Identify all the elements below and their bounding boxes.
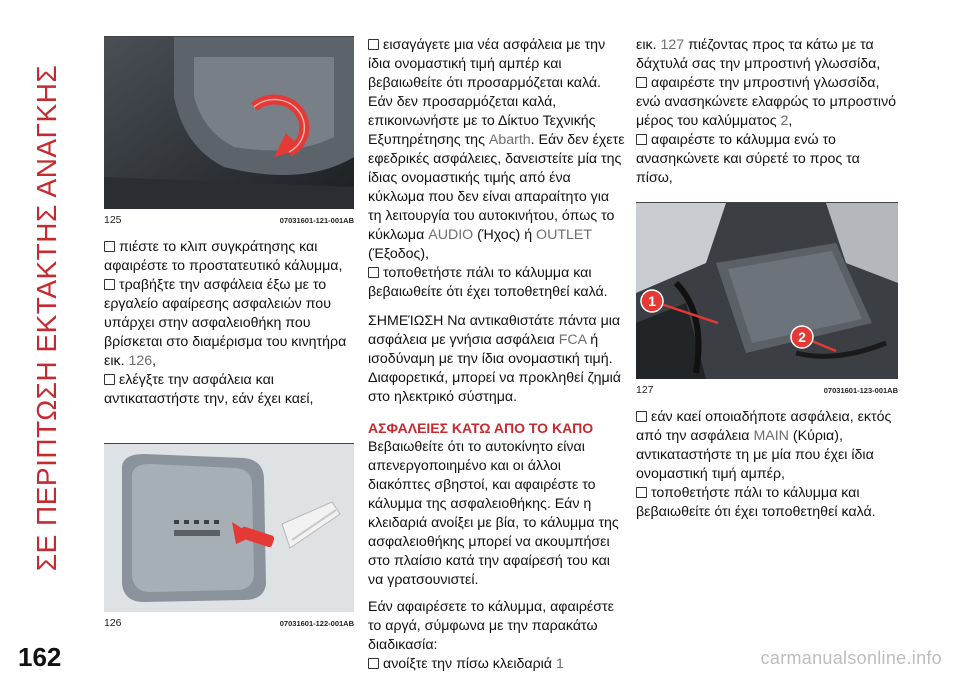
warning-text: Βεβαιωθείτε ότι το αυτοκίνητο είναι απενεργοποιημένο και οι άλλοι διακόπτες σβηστοί, και αφαιρέστε το κάλυμμα της ασφαλειοθήκης. Εάν η κλειδαριά ανοίξει με βία, το κάλυμμα της ασφαλειοθήκης μπορεί να ακουμπήσει στο πλαίσιο κατά την αφαίρεσή του και να γρατσουνιστεί. xyxy=(368,439,619,588)
column-2 xyxy=(368,36,626,674)
brand-name: Abarth xyxy=(488,132,531,148)
checkbox-bullet-icon xyxy=(368,658,379,669)
figure-125 xyxy=(104,36,354,230)
callout-reference: 1 xyxy=(555,656,564,672)
note-text: ή ισοδύναμη με την ίδια ονομαστική τιμή. Διαφορετικά, μπορεί να προκληθεί ζημιά στο ηλεκτρικό σύστημα. xyxy=(368,332,622,405)
figure-code: 07031601-121-001AB xyxy=(279,216,354,225)
watermark: carmanualsonline.info xyxy=(760,648,942,668)
figure-127-photo xyxy=(636,203,898,379)
step-text: τοποθετήστε πάλι το κάλυμμα και βεβαιωθείτε ότι έχει τοποθετηθεί καλά. xyxy=(636,485,876,520)
figure-126 xyxy=(104,443,354,633)
note-paragraph xyxy=(368,312,626,407)
fuse-name: MAIN xyxy=(753,428,789,444)
figure-prefix: εικ. xyxy=(636,37,657,53)
section-title-vertical xyxy=(4,18,90,618)
procedure-intro: Εάν αφαιρέσετε το κάλυμμα, αφαιρέστε το αργά, σύμφωνα με την παρακάτω διαδικασία: xyxy=(368,599,614,653)
checkbox-bullet-icon xyxy=(368,39,379,50)
checkbox-bullet-icon xyxy=(636,77,647,88)
step-text: (Κύρια), αντικαταστήστε τη με μία που έχει ίδια ονομαστική τιμή αμπέρ, xyxy=(636,428,874,482)
step-continuation xyxy=(636,36,898,74)
checkbox-bullet-icon xyxy=(636,487,647,498)
step-text: . Εάν δεν έχετε εφεδρικές ασφάλειες, δανειστείτε μία της ίδιας ονομαστικής τιμής από ένα κύκλωμα που δεν είναι απαραίτητο για τη λειτουργία του αυτοκινήτου, όπως το κύκλωμα xyxy=(368,132,625,243)
step-item xyxy=(104,276,354,371)
step-item xyxy=(636,408,898,484)
step-item xyxy=(104,371,354,409)
figure-number: 125 xyxy=(104,214,122,226)
punctuation: , xyxy=(788,113,793,129)
circuit-translation: (Έξοδος), xyxy=(368,246,430,262)
checkbox-bullet-icon xyxy=(636,411,647,422)
step-item xyxy=(104,238,354,276)
circuit-name: OUTLET xyxy=(536,227,592,243)
page-number: 162 xyxy=(18,642,62,672)
step-text: εισαγάγετε μια νέα ασφάλεια με την ίδια ονομαστική τιμή αμπέρ και βεβαιωθείτε ότι προσαρμόζεται καλά. Εάν δεν προσαρμόζεται καλά, επικοινωνήστε με το Δίκτυο Τεχνικής Εξυπηρέτησης της xyxy=(368,37,606,148)
step-text: αφαιρέστε την μπροστινή γλωσσίδα, ενώ ανασηκώνετε ελαφρώς το μπροστινό μέρος του καλύμματος xyxy=(636,75,897,129)
step-item xyxy=(636,74,898,131)
figure-127-caption xyxy=(636,381,898,400)
step-text: εάν καεί οποιαδήποτε ασφάλεια, εκτός από την ασφάλεια xyxy=(636,409,892,444)
step-item xyxy=(636,131,898,188)
column-1 xyxy=(104,36,354,633)
warning-heading: ΑΣΦΑΛΕΙΕΣ ΚΑΤΩ ΑΠΟ ΤΟ ΚΑΠΟ xyxy=(368,420,594,436)
step-item xyxy=(368,655,626,674)
step-text: αφαιρέστε το κάλυμμα ενώ το ανασηκώνετε και σύρετέ το προς τα πίσω, xyxy=(636,132,860,186)
step-item xyxy=(368,264,626,302)
step-text: τοποθετήστε πάλι το κάλυμμα και βεβαιωθείτε ότι έχει τοποθετηθεί καλά. xyxy=(368,265,608,300)
figure-code: 07031601-122-001AB xyxy=(279,619,354,628)
step-text: τραβήξτε την ασφάλεια έξω με το εργαλείο αφαίρεσης ασφαλειών που υπάρχει στην ασφαλειοθήκη που βρίσκεται στο διαμέρισμα του κινητήρα εικ. xyxy=(104,277,347,369)
figure-number: 127 xyxy=(636,384,654,396)
checkbox-bullet-icon xyxy=(104,374,115,385)
figure-reference: 126 xyxy=(128,353,153,369)
figure-number: 126 xyxy=(104,617,122,629)
figure-126-photo xyxy=(104,444,354,612)
callout-reference: 2 xyxy=(780,113,789,129)
circuit-name: AUDIO xyxy=(428,227,474,243)
figure-code: 07031601-123-001AB xyxy=(823,386,898,395)
callout-2-label: 2 xyxy=(798,329,806,345)
step-text: πιέζοντας προς τα κάτω με τα δάχτυλά σας την μπροστινή γλωσσίδα, xyxy=(636,37,881,72)
step-item xyxy=(368,36,626,264)
step-text: ελέγξτε την ασφάλεια και αντικαταστήστε την, εάν έχει καεί, xyxy=(104,372,314,407)
figure-125-photo xyxy=(104,37,354,209)
checkbox-bullet-icon xyxy=(104,279,115,290)
figure-127 xyxy=(636,202,898,400)
brand-name: FCA xyxy=(558,332,587,348)
figure-reference: 127 xyxy=(660,37,685,53)
figure-125-caption xyxy=(104,211,354,230)
circuit-translation: (Ήχος) ή xyxy=(477,227,533,243)
punctuation: , xyxy=(152,353,157,369)
step-text: ανοίξτε την πίσω κλειδαριά xyxy=(383,656,552,672)
callout-1-label: 1 xyxy=(648,293,656,309)
note-text: ΣΗΜΕΊΩΣΗ Να αντικαθιστάτε πάντα μια ασφάλεια με γνήσια ασφάλεια xyxy=(368,313,621,348)
figure-126-caption xyxy=(104,614,354,633)
step-text: πιέστε το κλιπ συγκράτησης και αφαιρέστε το προστατευτικό κάλυμμα, xyxy=(104,239,343,274)
column-3 xyxy=(636,36,898,522)
step-item xyxy=(636,484,898,522)
checkbox-bullet-icon xyxy=(368,267,379,278)
checkbox-bullet-icon xyxy=(636,134,647,145)
section-title: ΣΕ ΠΕΡΙΠΤΩΣΗ ΕΚΤΑΚΤΗΣ ΑΝΑΓΚΗΣ xyxy=(31,64,62,572)
checkbox-bullet-icon xyxy=(104,241,115,252)
